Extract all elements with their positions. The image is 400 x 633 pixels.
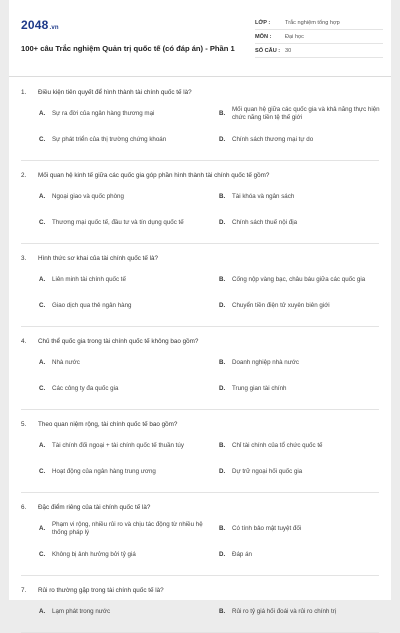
- document-title: 100+ câu Trắc nghiệm Quản trị quốc tế (có đáp án) - Phần 1: [21, 44, 235, 53]
- option-letter: B.: [219, 441, 226, 449]
- option-letter: B.: [219, 275, 226, 283]
- option-letter: A.: [39, 358, 46, 366]
- question-block: [21, 88, 379, 161]
- option-grid: [21, 516, 379, 568]
- question-text: [21, 254, 379, 263]
- logo-suffix: .vn: [49, 25, 59, 31]
- answer-option[interactable]: [219, 376, 391, 402]
- question-block: [21, 503, 379, 576]
- question-number: 5.: [21, 421, 27, 428]
- question-prompt: Hình thức sơ khai của tài chính quốc tế là?: [38, 255, 159, 262]
- option-text: Tài khóa và ngân sách: [232, 192, 295, 200]
- option-text: Chuyển tiền điện tử xuyên biên giới: [232, 301, 330, 309]
- question-number: 3.: [21, 255, 27, 262]
- question-prompt: Theo quan niệm rộng, tài chính quốc tế bao gồm?: [38, 421, 178, 428]
- option-grid: [21, 350, 379, 402]
- question-text: [21, 337, 379, 346]
- option-letter: D.: [219, 550, 226, 558]
- option-text: Nhà nước: [52, 358, 80, 366]
- question-text: [21, 88, 379, 97]
- meta-row: [255, 16, 383, 30]
- question-text: [21, 420, 379, 429]
- question-number: 1.: [21, 89, 27, 96]
- question-prompt: Điều kiện tiên quyết để hình thành tài chính quốc tế là?: [38, 89, 192, 96]
- question-text: [21, 586, 379, 595]
- option-letter: C.: [39, 218, 46, 226]
- option-text: Mối quan hệ giữa các quốc gia và khả năng thực hiện chức năng tiền tệ thế giới: [232, 105, 380, 121]
- answer-option[interactable]: [219, 542, 391, 568]
- option-grid: [21, 599, 379, 625]
- option-letter: A.: [39, 441, 46, 449]
- option-text: Thương mại quốc tế, đầu tư và tín dụng quốc tế: [52, 218, 184, 226]
- question-block: [21, 420, 379, 493]
- answer-option[interactable]: [39, 459, 211, 485]
- option-text: Phạm vi rộng, nhiều rủi ro và chịu tác động từ nhiều hệ thống pháp lý: [52, 520, 203, 536]
- option-letter: A.: [39, 192, 46, 200]
- question-prompt: Chủ thể quốc gia trong tài chính quốc tế không bao gồm?: [38, 338, 199, 345]
- option-letter: A.: [39, 109, 46, 117]
- answer-option[interactable]: [219, 433, 391, 459]
- option-text: Giao dịch qua thẻ ngân hàng: [52, 301, 132, 309]
- option-text: Dự trữ ngoại hối quốc gia: [232, 467, 303, 475]
- question-text: [21, 503, 379, 512]
- answer-option[interactable]: [39, 516, 211, 542]
- option-text: Chỉ tài chính của tổ chức quốc tế: [232, 441, 323, 449]
- answer-option[interactable]: [219, 599, 391, 625]
- question-block: [21, 171, 379, 244]
- option-text: Đáp án: [232, 550, 252, 558]
- option-text: Liên minh tài chính quốc tế: [52, 275, 126, 283]
- answer-option[interactable]: [39, 210, 211, 236]
- question-prompt: Rủi ro thường gặp trong tài chính quốc tế là?: [38, 587, 164, 594]
- meta-row: [255, 44, 383, 58]
- option-grid: [21, 267, 379, 319]
- option-text: Có tính bảo mật tuyệt đối: [232, 524, 302, 532]
- question-block: [21, 337, 379, 410]
- question-number: 4.: [21, 338, 27, 345]
- answer-option[interactable]: [39, 350, 211, 376]
- option-text: Chính sách thuế nội địa: [232, 218, 298, 226]
- option-letter: D.: [219, 384, 226, 392]
- question-text: [21, 171, 379, 180]
- option-letter: C.: [39, 384, 46, 392]
- document-header: [9, 0, 391, 64]
- option-text: Sự ra đời của ngân hàng thương mại: [52, 109, 155, 117]
- answer-option[interactable]: [219, 293, 391, 319]
- answer-option[interactable]: [219, 516, 391, 542]
- meta-label: LỚP :: [255, 19, 271, 26]
- question-prompt: Đặc điểm riêng của tài chính quốc tế là?: [38, 504, 151, 511]
- question-number: 6.: [21, 504, 27, 511]
- option-letter: C.: [39, 135, 46, 143]
- option-grid: [21, 433, 379, 485]
- option-text: Trung gian tài chính: [232, 384, 287, 392]
- option-text: Chính sách thương mại tự do: [232, 135, 314, 143]
- option-letter: D.: [219, 467, 226, 475]
- option-text: Sự phát triển của thị trường chứng khoán: [52, 135, 167, 143]
- option-letter: B.: [219, 524, 226, 532]
- option-text: Hoạt động của ngân hàng trung ương: [52, 467, 156, 475]
- option-letter: A.: [39, 524, 46, 532]
- option-letter: D.: [219, 218, 226, 226]
- answer-option[interactable]: [219, 210, 391, 236]
- option-text: Các công ty đa quốc gia: [52, 384, 119, 392]
- meta-label: MÔN :: [255, 33, 272, 40]
- question-number: 7.: [21, 587, 27, 594]
- answer-option[interactable]: [39, 433, 211, 459]
- option-letter: B.: [219, 358, 226, 366]
- option-grid: [21, 184, 379, 236]
- meta-box: [255, 16, 383, 58]
- option-text: Doanh nghiệp nhà nước: [232, 358, 300, 366]
- answer-option[interactable]: [39, 293, 211, 319]
- option-text: Không bị ảnh hưởng bởi tỷ giá: [52, 550, 136, 558]
- document-page: [9, 0, 391, 615]
- question-list: [9, 77, 391, 633]
- option-letter: B.: [219, 109, 226, 117]
- meta-label: SỐ CÂU :: [255, 47, 281, 54]
- option-letter: C.: [39, 467, 46, 475]
- logo-text: 2048: [21, 18, 49, 32]
- answer-option[interactable]: [39, 267, 211, 293]
- answer-option[interactable]: [39, 599, 211, 625]
- option-letter: B.: [219, 192, 226, 200]
- meta-row: [255, 30, 383, 44]
- answer-option[interactable]: [219, 459, 391, 485]
- option-letter: A.: [39, 275, 46, 283]
- option-letter: A.: [39, 607, 46, 615]
- option-text: Lạm phát trong nước: [52, 607, 111, 615]
- meta-value: 30: [285, 47, 292, 54]
- question-block: [21, 586, 379, 633]
- answer-option[interactable]: [219, 184, 391, 210]
- meta-value: Trắc nghiệm tổng hợp: [285, 19, 340, 26]
- option-text: Ngoại giao và quốc phòng: [52, 192, 124, 200]
- option-letter: B.: [219, 607, 226, 615]
- answer-option[interactable]: [219, 267, 391, 293]
- option-letter: D.: [219, 301, 226, 309]
- answer-option[interactable]: [39, 127, 211, 153]
- option-text: Cống nộp vàng bạc, châu báu giữa các quốc gia: [232, 275, 366, 283]
- option-grid: [21, 101, 379, 153]
- answer-option[interactable]: [39, 542, 211, 568]
- option-text: Rủi ro tỷ giá hối đoái và rủi ro chính trị: [232, 607, 337, 615]
- answer-option[interactable]: [39, 376, 211, 402]
- question-prompt: Mối quan hệ kinh tế giữa các quốc gia góp phần hình thành tài chính quốc tế gồm?: [38, 172, 270, 179]
- answer-option[interactable]: [39, 184, 211, 210]
- question-number: 2.: [21, 172, 27, 179]
- option-letter: D.: [219, 135, 226, 143]
- option-letter: C.: [39, 550, 46, 558]
- answer-option[interactable]: [219, 127, 391, 153]
- option-letter: C.: [39, 301, 46, 309]
- answer-option[interactable]: [219, 350, 391, 376]
- answer-option[interactable]: [39, 101, 211, 127]
- option-text: Tài chính đối ngoại + tài chính quốc tế thuần túy: [52, 441, 184, 449]
- answer-option[interactable]: [219, 101, 391, 127]
- meta-value: Đại học: [285, 33, 304, 40]
- question-block: [21, 254, 379, 327]
